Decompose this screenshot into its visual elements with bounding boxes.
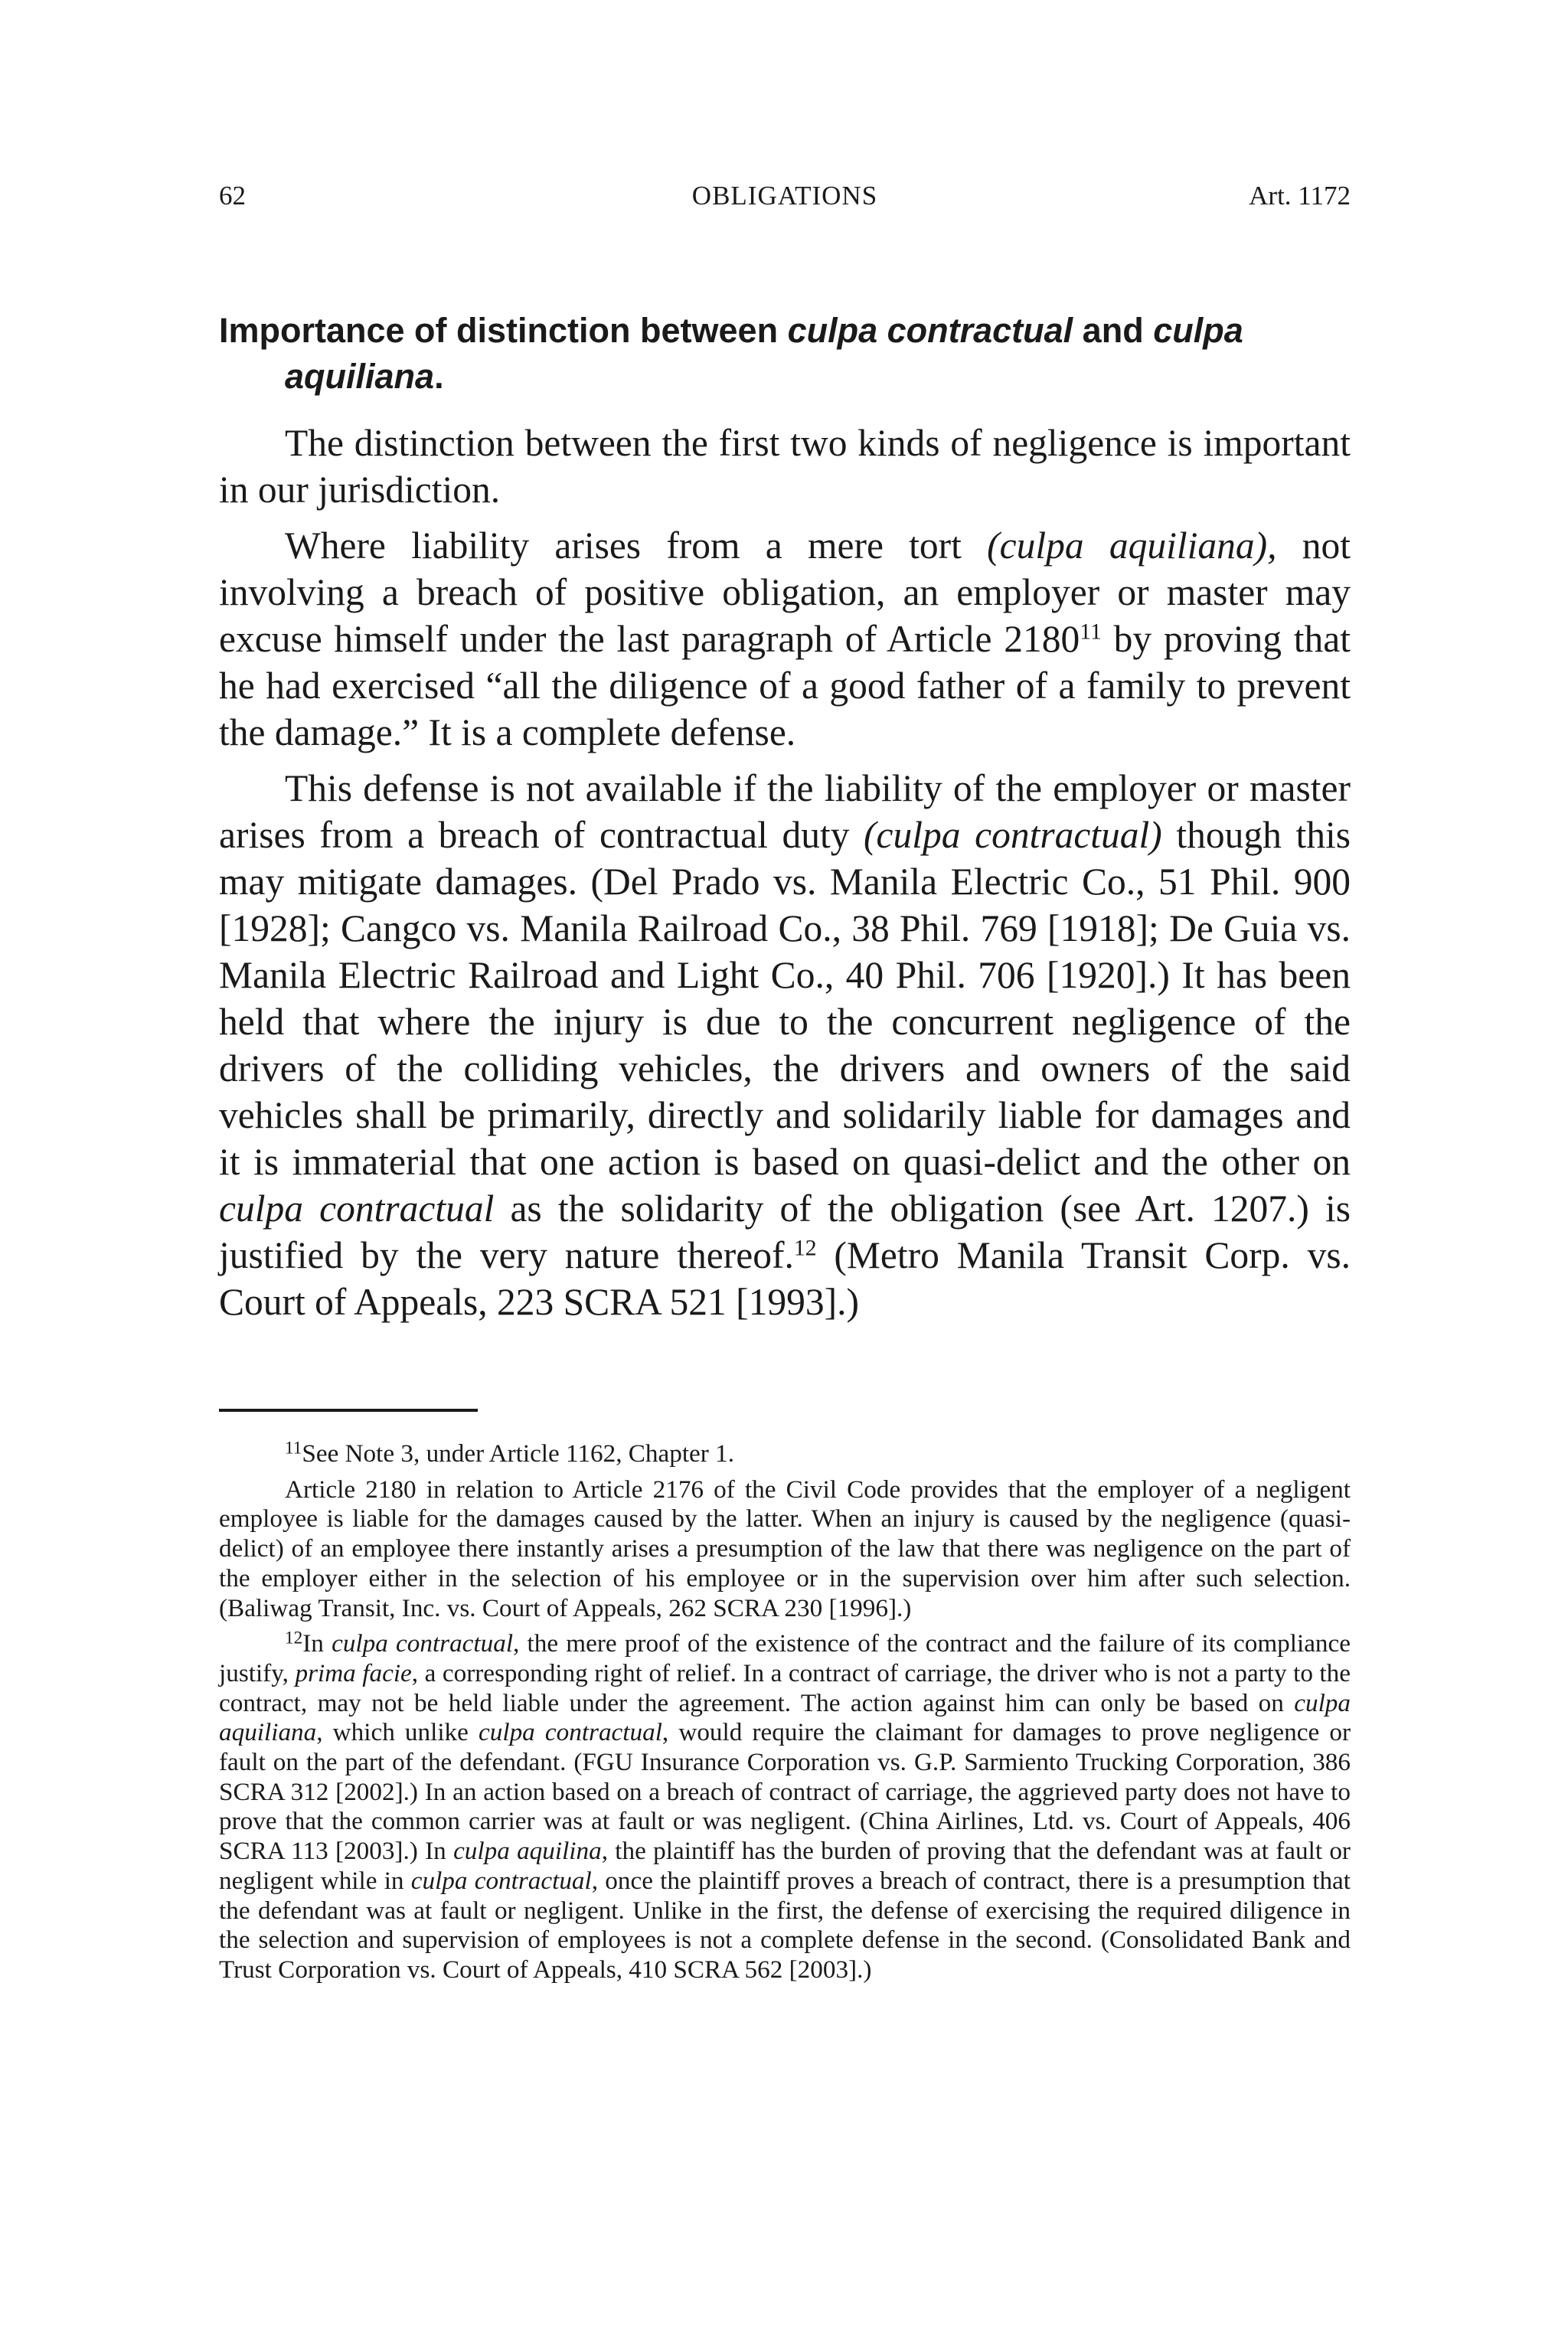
italic-term: culpa aquilina xyxy=(453,1837,602,1866)
paragraph-text: though this may mitigate damages. (Del Prado vs. Manila Electric Co., 51 Phil. 900 [1928]; Cangco vs. Manila Railroad Co., 38 Phil. 769 [1918]; De Guia vs. Manila Electric Railroad and Light Co., 40 Phil. 706 [1920].) It has been held that where the injury is due to the concurrent negligence of the drivers of the colliding vehicles, the drivers and owners of the said vehicles shall be primarily, directly and solidarily liable for damages and it is immaterial that one action is based on quasi-delict and the other on xyxy=(219,814,1351,1183)
footnote-number: 12 xyxy=(285,1628,303,1648)
footnote-ref-12: 12 xyxy=(793,1236,817,1261)
italic-term: (culpa contractual) xyxy=(864,814,1162,856)
footnote-11-continued xyxy=(219,1475,1351,1624)
footnote-text: Article 2180 in relation to Article 2176 of the Civil Code provides that the employer of a negligent employee is liable for the damages caused by the latter. When an injury is caused by the negligence (quasi-delict) of an employee there instantly arises a presumption of the law that there was negligence on the part of the employer either in the selection of his employee or in the supervision over him after such selection. (Baliwag Transit, Inc. vs. Court of Appeals, 262 SCRA 230 [1996].) xyxy=(219,1475,1351,1622)
footnote-text: , the mere proof of the existence of the contract and the failure of its compliance justify, xyxy=(219,1629,1351,1687)
italic-term: culpa aquiliana xyxy=(219,1688,1351,1747)
paragraph-text: Where liability arises from a mere tort xyxy=(285,524,988,567)
footnote-text: , the plaintiff has the burden of proving that the defendant was at fault or negligent while in xyxy=(219,1837,1351,1895)
footnotes xyxy=(219,1439,1351,1991)
heading-period: . xyxy=(434,357,444,396)
paragraph-1 xyxy=(219,420,1351,513)
paragraph-text: by proving that he had exercised “all the diligence of a good father of a family to prevent the damage.” It is a complete defense. xyxy=(219,618,1351,753)
italic-term: culpa contractual xyxy=(219,1187,495,1230)
paragraph-text: This defense is not available if the liability of the employer or master arises from a breach of contractual duty xyxy=(219,767,1351,856)
section-heading xyxy=(219,308,1351,400)
paragraph-text: not involving a breach of positive obligation, an employer or master may excuse himself under the last paragraph of Article 2180 xyxy=(219,524,1351,660)
italic-term: culpa contractual xyxy=(332,1629,514,1658)
heading-text: and xyxy=(1073,311,1154,350)
italic-term: prima facie xyxy=(295,1658,412,1687)
paragraph-3 xyxy=(219,765,1351,1325)
heading-text: Importance of distinction between xyxy=(219,311,788,350)
footnote-text: , which unlike xyxy=(316,1718,479,1747)
heading-term-culpa-aquiliana: culpa aquiliana xyxy=(285,311,1243,396)
footnote-text: , would require the claimant for damages to prove negligence or fault on the part of the defendant. (FGU Insurance Corporation vs. G.P. Sarmiento Trucking Corporation, 386 SCRA 312 [2002].) In an action based on a breach of contract of carriage, the aggrieved party does not have to prove that the common carrier was at fault or was negligent. (China Airlines, Ltd. vs. Court of Appeals, 406 SCRA 113 [2003].) In xyxy=(219,1718,1351,1866)
italic-term: culpa contractual xyxy=(410,1866,592,1895)
footnote-11 xyxy=(219,1439,1351,1469)
paragraph-2 xyxy=(219,522,1351,756)
running-title: OBLIGATIONS xyxy=(691,181,878,211)
footnote-ref-11: 11 xyxy=(1080,619,1102,645)
footnote-12 xyxy=(219,1629,1351,1984)
footnote-text: , a corresponding right of relief. In a contract of carriage, the driver who is not a party to the contract, may not be held liable under the agreement. The action against him can only be based on xyxy=(219,1658,1351,1717)
paragraph-text: The distinction between the first two kinds of negligence is important in our jurisdiction. xyxy=(219,422,1351,511)
footnote-text: , once the plaintiff proves a breach of contract, there is a presumption that the defendant was at fault or negligent. Unlike in the first, the defense of exercising the required diligence in the selection and supervision of employees is not a complete defense in the second. (Consolidated Bank and Trust Corporation vs. Court of Appeals, 410 SCRA 562 [2003].) xyxy=(219,1866,1351,1984)
footnote-text: See Note 3, under Article 1162, Chapter 1. xyxy=(302,1439,735,1468)
italic-term: culpa contractual xyxy=(479,1718,662,1747)
footnote-number: 11 xyxy=(285,1438,302,1459)
paragraph-text: as the solidarity of the obligation (see Art. 1207.) is justified by the very nature thereof. xyxy=(219,1187,1351,1276)
footnote-divider xyxy=(219,1409,478,1412)
page-number: 62 xyxy=(219,181,246,211)
page-content xyxy=(219,0,1351,2352)
paragraph-text: (Metro Manila Transit Corp. vs. Court of Appeals, 223 SCRA 521 [1993].) xyxy=(219,1234,1351,1323)
running-header xyxy=(219,181,1351,219)
footnote-text: In xyxy=(302,1629,332,1658)
article-reference: Art. 1172 xyxy=(1249,181,1351,211)
body-text xyxy=(219,420,1351,1334)
heading-term-culpa-contractual: culpa contractual xyxy=(787,311,1073,350)
italic-term: (culpa aquiliana), xyxy=(987,524,1277,567)
